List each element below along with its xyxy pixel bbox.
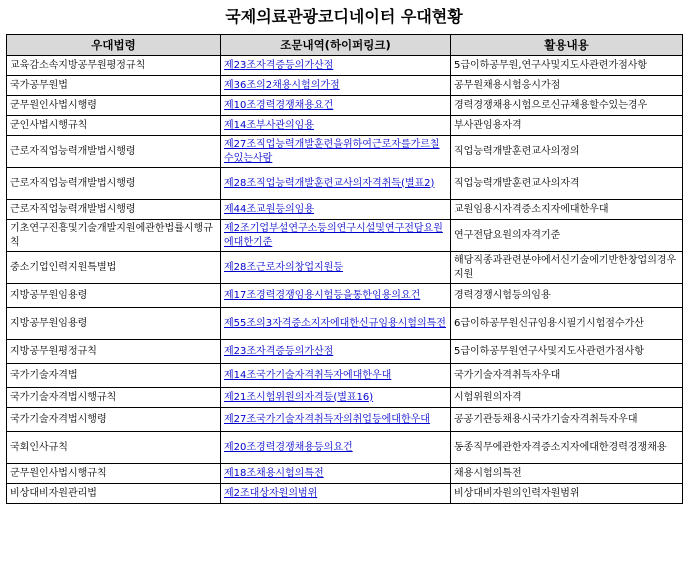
clause-cell [221,136,451,168]
page-title: 국제의료관광코디네이터 우대현황 [225,7,463,26]
table-row [7,168,683,200]
table-row [7,308,683,340]
clause-cell [221,484,451,504]
table-row [7,220,683,252]
clause-link[interactable]: 제36조의2채용시험의가점 [224,79,340,91]
clause-cell [221,168,451,200]
usage-cell: 교원임용시자격증소지자에대한우대 [451,200,683,220]
clause-link[interactable]: 제23조자격증등의가산점 [224,59,334,71]
usage-cell: 경력경쟁채용시험으로신규채용할수있는경우 [451,96,683,116]
clause-link[interactable]: 제17조경력경쟁임용시험등을통한임용의요건 [224,289,421,301]
law-cell: 비상대비자원관리법 [7,484,221,504]
clause-link[interactable]: 제23조자격증등의가산점 [224,345,334,357]
clause-cell [221,364,451,388]
table-row [7,364,683,388]
table-row [7,464,683,484]
header-clause: 조문내역(하이퍼링크) [221,35,451,56]
clause-cell [221,464,451,484]
clause-cell [221,432,451,464]
clause-cell [221,76,451,96]
clause-link[interactable]: 제2조대상자원의범위 [224,487,318,499]
header-law: 우대법령 [7,35,221,56]
usage-cell: 5급이하공무원연구사및지도사관련가점사항 [451,340,683,364]
clause-cell [221,408,451,432]
clause-link[interactable]: 제27조직업능력개발훈련을위하여근로자를가르칠수있는사람 [224,138,440,164]
usage-cell: 공공기관등채용시국가기술자격취득자우대 [451,408,683,432]
clause-link[interactable]: 제21조시험위원의자격등(별표16) [224,391,374,403]
usage-cell: 5급이하공무원,연구사및지도사관련가점사항 [451,56,683,76]
law-cell: 지방공무원임용령 [7,308,221,340]
clause-cell [221,284,451,308]
table-row [7,200,683,220]
table-row [7,432,683,464]
law-cell: 국가기술자격법시행규칙 [7,388,221,408]
law-cell: 군인사법시행규칙 [7,116,221,136]
table-row [7,340,683,364]
table-row [7,484,683,504]
law-cell: 중소기업인력지원특별법 [7,252,221,284]
clause-link[interactable]: 제20조경력경쟁채용등의요건 [224,441,353,453]
usage-cell: 부사관임용자격 [451,116,683,136]
clause-cell [221,116,451,136]
table-body [7,56,683,504]
usage-cell: 경력경쟁시험등의임용 [451,284,683,308]
table-row [7,76,683,96]
table-header-row [7,35,683,56]
clause-link[interactable]: 제28조근로자의창업지원등 [224,261,343,273]
clause-link[interactable]: 제44조교원등의임용 [224,203,315,215]
law-cell: 지방공무원임용령 [7,284,221,308]
law-cell: 국회인사규칙 [7,432,221,464]
law-cell: 군무원인사법시행규칙 [7,464,221,484]
clause-link[interactable]: 제55조의3자격증소지자에대한신규임용시험의특전 [224,317,446,329]
clause-cell [221,388,451,408]
table-row [7,56,683,76]
table-row [7,252,683,284]
benefits-table [6,34,683,504]
table-row [7,408,683,432]
usage-cell: 직업능력개발훈련교사의정의 [451,136,683,168]
law-cell: 기초연구진흥및기술개발지원에관한법률시행규칙 [7,220,221,252]
clause-cell [221,96,451,116]
usage-cell: 시험위원의자격 [451,388,683,408]
usage-cell: 6급이하공무원신규임용시필기시험점수가산 [451,308,683,340]
clause-cell [221,308,451,340]
clause-cell [221,340,451,364]
clause-cell [221,200,451,220]
law-cell: 국가기술자격법시행령 [7,408,221,432]
table-row [7,284,683,308]
clause-link[interactable]: 제18조채용시험의특전 [224,467,324,479]
usage-cell: 해당직종과관련분야에서신기술에기반한창업의경우지원 [451,252,683,284]
usage-cell: 국가기술자격취득자우대 [451,364,683,388]
law-cell: 근로자직업능력개발법시행령 [7,200,221,220]
usage-cell: 공무원채용시험응시가점 [451,76,683,96]
usage-cell: 비상대비자원의인력자원범위 [451,484,683,504]
law-cell: 근로자직업능력개발법시행령 [7,168,221,200]
table-row [7,388,683,408]
law-cell: 근로자직업능력개발법시행령 [7,136,221,168]
table-row [7,96,683,116]
usage-cell: 채용시험의특전 [451,464,683,484]
law-cell: 국가공무원법 [7,76,221,96]
clause-link[interactable]: 제14조부사관의임용 [224,119,315,131]
clause-link[interactable]: 제14조국가기술자격취득자에대한우대 [224,369,392,381]
usage-cell: 직업능력개발훈련교사의자격 [451,168,683,200]
clause-link[interactable]: 제2조기업부설연구소등의연구시설및연구전담요원에대한기준 [224,222,443,248]
usage-cell: 연구전담요원의자격기준 [451,220,683,252]
clause-link[interactable]: 제27조국가기술자격취득자의취업등에대한우대 [224,413,430,425]
clause-cell [221,252,451,284]
law-cell: 국가기술자격법 [7,364,221,388]
clause-link[interactable]: 제28조직업능력개발훈련교사의자격취득(별표2) [224,177,435,189]
clause-cell [221,56,451,76]
table-row [7,116,683,136]
table-row [7,136,683,168]
law-cell: 교육감소속지방공무원평정규칙 [7,56,221,76]
law-cell: 지방공무원평정규칙 [7,340,221,364]
usage-cell: 동종직무에관한자격증소지자에대한경력경쟁채용 [451,432,683,464]
header-usage: 활용내용 [451,35,683,56]
law-cell: 군무원인사법시행령 [7,96,221,116]
clause-cell [221,220,451,252]
clause-link[interactable]: 제10조경력경쟁채용요건 [224,99,334,111]
